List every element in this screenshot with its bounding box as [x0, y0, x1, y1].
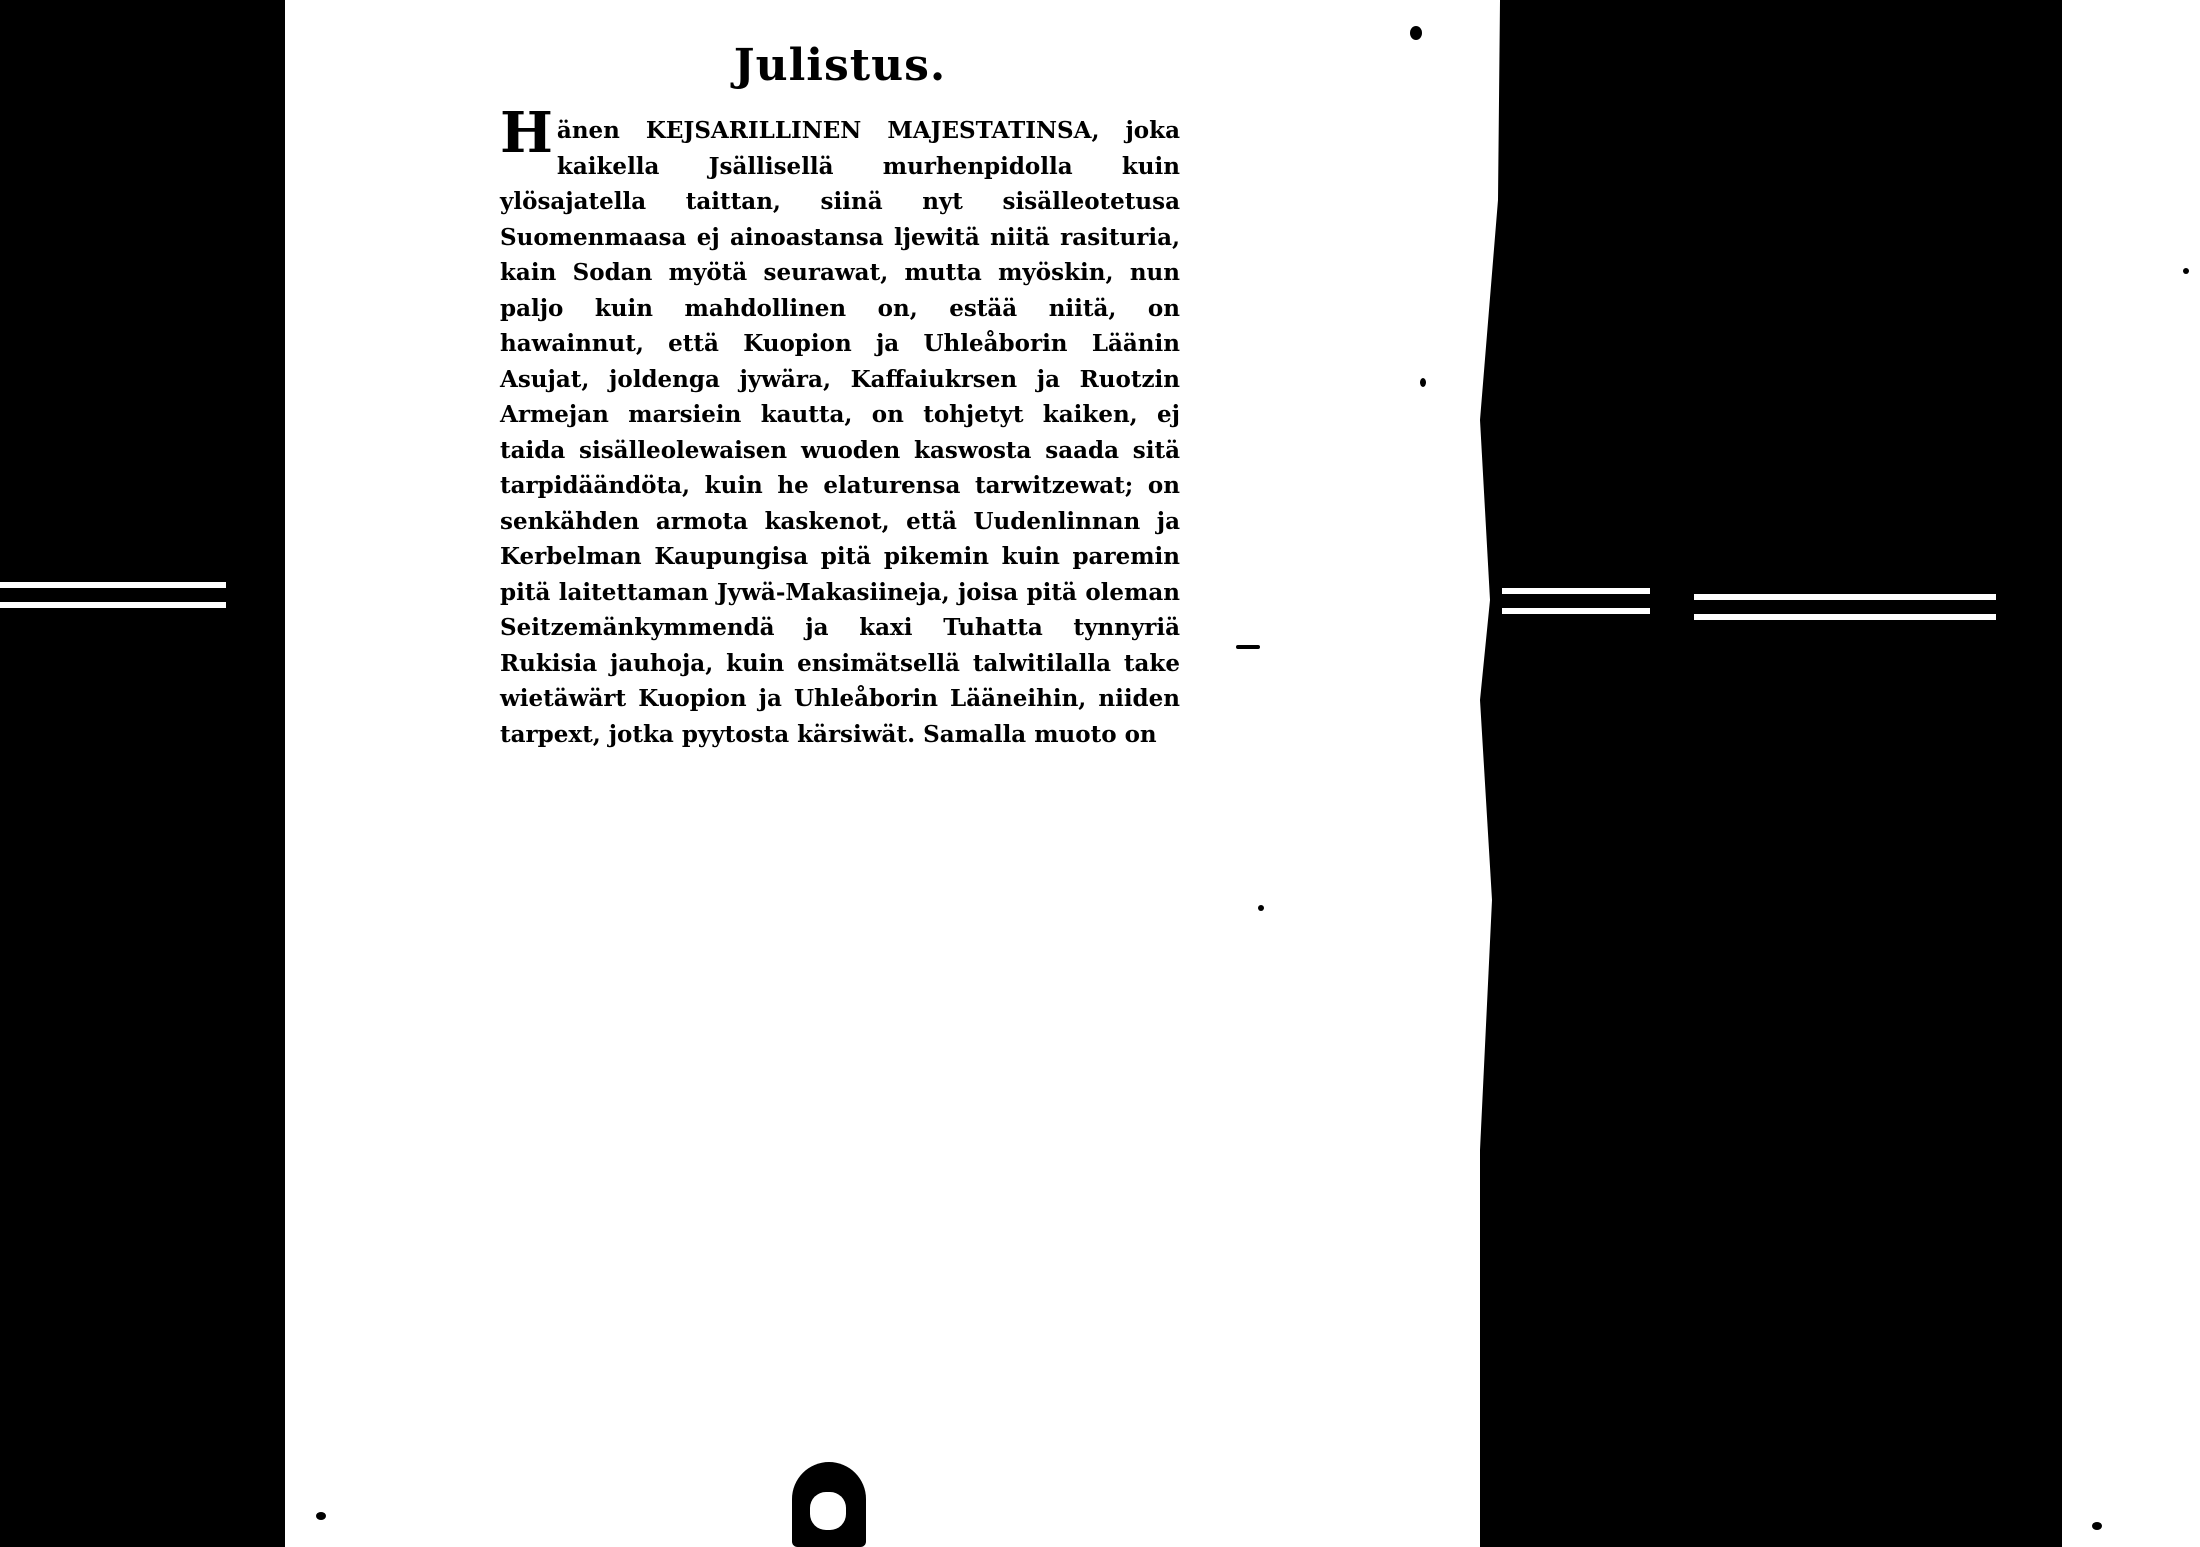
left-rule-top: [0, 582, 226, 588]
ink-speck: [2183, 268, 2189, 274]
left-rule-bottom: [0, 602, 226, 608]
right-scan-border: [1480, 0, 2062, 1547]
left-scan-border: [0, 0, 285, 1547]
ink-speck: [2092, 1522, 2102, 1530]
document-text: joka kaikella Jsällisellä murhenpidolla kuin ylösajatella taittan, siinä nyt sisälleotetusa Suomenmaasa ej ainoastansa ljewitä niitä rasituria, kain Sodan myötä seurawat, mutta myöskin, nun paljo kuin mahdollinen on, estää niitä, on hawainnut, että Kuopion ja Uhleåborin Läänin Asujat, joldenga jywära, Kaffaiukrsen ja Ruotzin Armejan marsiein kautta, on tohjetyt kaiken, ej taida sisälleolewaisen wuoden kaswosta saada sitä tarpidäändöta, kuin he elaturensa tarwitzewat; on senkähden armota kaskenot, että Uudenlinnan ja Kerbelman Kaupungisa pitä pikemin kuin paremin pitä laitettaman Jywä-Makasiineja, joisa pitä oleman Seitzemänkymmendä ja kaxi Tuhatta tynnyriä Rukisia jauhoja, kuin ensimätsellä talwitilalla take wietäwärt Kuopion ja Uhleåborin Lääneihin, niiden tarpext, jotka pyytosta kärsiwät. Samalla muoto on: [500, 117, 1180, 748]
ink-blot-highlight: [810, 1492, 846, 1530]
ink-speck: [1258, 905, 1264, 911]
ink-speck: [1420, 378, 1426, 387]
document-lead: änen KEJSARILLINEN MAJESTATINSA,: [556, 117, 1100, 144]
proclamation: [500, 40, 1180, 752]
right-rule-b-top: [1694, 594, 1996, 600]
ink-speck: [1410, 26, 1422, 40]
drop-cap: H: [500, 100, 553, 166]
right-rule-b-bottom: [1694, 614, 1996, 620]
ink-speck: [1236, 645, 1260, 649]
ink-speck: [316, 1512, 326, 1520]
document-body: [500, 100, 1180, 752]
right-rule-a-bottom: [1502, 608, 1650, 614]
right-rule-a-top: [1502, 588, 1650, 594]
document-title: Julistus.: [733, 40, 947, 91]
far-right-margin: [2062, 0, 2200, 1547]
